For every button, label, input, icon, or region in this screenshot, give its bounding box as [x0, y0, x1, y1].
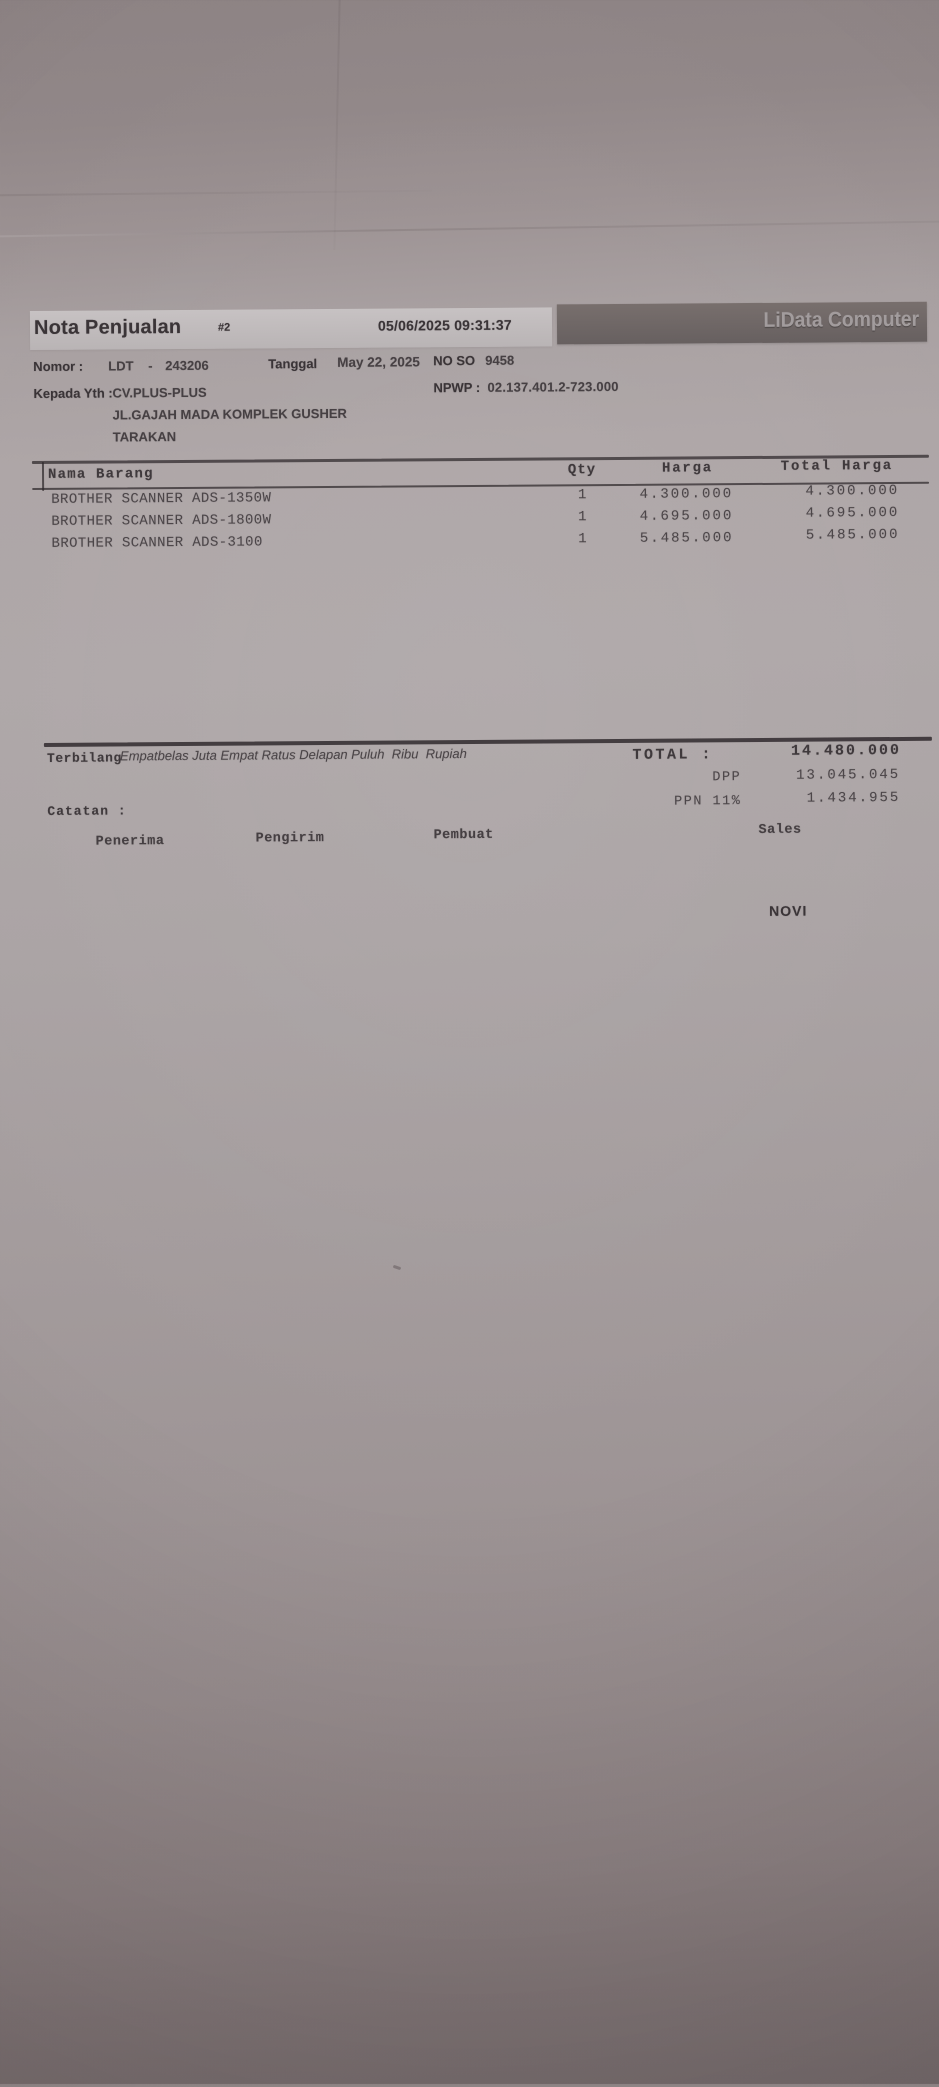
column-header-qty: Qty [567, 462, 597, 479]
dpp-label: DPP [712, 770, 742, 786]
copy-number: #2 [217, 321, 231, 334]
ppn-value: 1.434.955 [806, 789, 901, 807]
kepada-label: Kepada Yth : [33, 385, 113, 402]
item-name: BROTHER SCANNER ADS-3100 [51, 534, 263, 552]
item-total: 4.695.000 [805, 504, 900, 522]
no-so-value: 9458 [485, 352, 515, 368]
title-band [30, 307, 552, 350]
brand-logo-text: LiData Computer [763, 307, 920, 332]
item-harga: 5.485.000 [639, 530, 734, 547]
tanggal-label: Tanggal [268, 356, 318, 372]
customer-name: CV.PLUS-PLUS [112, 384, 207, 401]
page-title: Nota Penjualan [33, 315, 182, 340]
ppn-label: PPN 11% [674, 794, 742, 810]
customer-address-line2: TARAKAN [112, 429, 177, 445]
column-header-nama: Nama Barang [47, 466, 154, 483]
item-total: 5.485.000 [805, 526, 900, 544]
nomor-label: Nomor : [33, 358, 84, 375]
signature-label-penerima: Penerima [95, 834, 165, 850]
nomor-prefix: LDT [108, 358, 134, 374]
column-header-harga: Harga [661, 460, 714, 477]
item-qty: 1 [578, 509, 587, 526]
column-header-total: Total Harga [780, 458, 894, 475]
signature-label-pembuat: Pembuat [433, 827, 494, 844]
item-name: BROTHER SCANNER ADS-1800W [51, 512, 272, 530]
sales-person-name: NOVI [769, 902, 808, 919]
item-qty: 1 [577, 487, 587, 504]
nomor-separator: - [148, 358, 153, 374]
npwp-label: NPWP : [433, 379, 481, 396]
terbilang-text: Empatbelas Juta Empat Ratus Delapan Puluh Ribu Rupiah [119, 746, 467, 764]
item-total: 4.300.000 [805, 482, 900, 500]
dpp-value: 13.045.045 [796, 766, 901, 784]
item-harga: 4.300.000 [639, 486, 734, 503]
brand-band [557, 302, 927, 345]
nomor-value: 243206 [165, 357, 209, 374]
catatan-label: Catatan : [47, 803, 127, 819]
total-value: 14.480.000 [790, 741, 902, 760]
table-left-border [42, 462, 44, 491]
item-harga: 4.695.000 [639, 508, 734, 525]
signature-label-pengirim: Pengirim [255, 831, 325, 847]
total-label: TOTAL : [632, 746, 714, 764]
npwp-value: 02.137.401.2-723.000 [487, 378, 619, 395]
print-timestamp: 05/06/2025 09:31:37 [377, 316, 512, 334]
signature-label-sales: Sales [758, 822, 802, 838]
item-name: BROTHER SCANNER ADS-1350W [51, 490, 272, 508]
table-header-rule [32, 482, 929, 490]
item-qty: 1 [578, 531, 587, 548]
tanggal-value: May 22, 2025 [337, 354, 420, 370]
terbilang-label: Terbilang [46, 750, 122, 766]
customer-address-line1: JL.GAJAH MADA KOMPLEK GUSHER [112, 405, 347, 423]
no-so-label: NO SO [433, 352, 476, 369]
